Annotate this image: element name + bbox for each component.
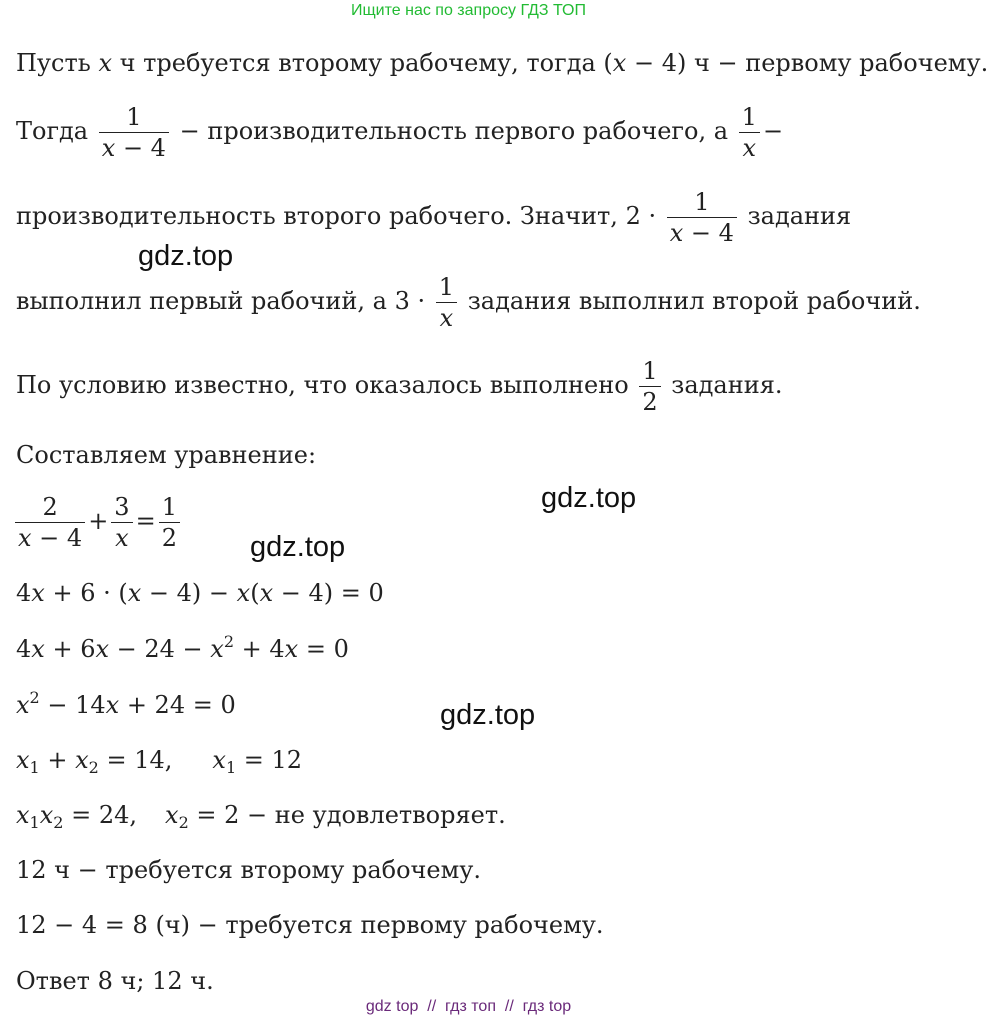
p4-text-b: задания выполнил второй рабочий. (467, 287, 921, 315)
p1-text-b: ч требуется второму рабочему, тогда ( (112, 49, 613, 77)
fraction-denominator: x − 4 (669, 219, 734, 247)
watermark: gdz.top (440, 699, 536, 731)
p3-text-b: задания (747, 202, 852, 230)
fraction-numerator: 1 (99, 102, 169, 133)
fraction-denominator: x − 4 (18, 524, 83, 552)
fraction-numerator: 1 (639, 356, 660, 387)
fraction-1-over-2 (159, 492, 180, 553)
p3-text-a: производительность второго рабочего. Значит, 2 · (16, 202, 657, 230)
plus-sign: + (88, 507, 109, 535)
watermark: gdz.top (541, 482, 637, 514)
equation-fractions (12, 492, 183, 553)
equals-sign: = (135, 507, 156, 535)
equation-line-6-vieta-product: $x_1x_2 = 24$, $x_2 = 2$ − не удовлетворяет. (16, 801, 506, 832)
fraction-numerator: 1 (739, 102, 760, 133)
equation-line-4: $x^2 - 14x + 24 = 0$ (16, 688, 236, 719)
p2-text-c: − (762, 117, 784, 145)
var-x: x (98, 49, 113, 77)
fraction-denominator: 2 (161, 524, 177, 552)
fraction-numerator: 2 (15, 492, 85, 523)
p5-text-a: По условию известно, что оказалось выполнено (16, 371, 629, 399)
fraction-2-over-x-minus-4 (15, 492, 85, 553)
fraction-denominator: x (439, 304, 454, 332)
fraction-denominator: x (115, 524, 129, 552)
fraction-denominator: x (742, 134, 757, 162)
paragraph-3 (16, 187, 851, 248)
fraction-denominator: 2 (642, 388, 658, 416)
result-line-first-worker: 12 − 4 = 8 (ч) − требуется первому рабочему. (16, 911, 604, 939)
footer-links: gdz top // гдз топ // гдз top (365, 998, 572, 1015)
equation-line-3: $4x + 6x - 24 - x^2 + 4x = 0$ (16, 632, 349, 663)
answer-line: Ответ 8 ч; 12 ч. (16, 967, 214, 995)
fraction-3-over-x (111, 492, 132, 553)
p2-text-b: − производительность первого рабочего, а (179, 117, 729, 145)
fraction-1-over-x-minus-4 (99, 102, 169, 163)
paragraph-6: Составляем уравнение: (16, 441, 317, 469)
paragraph-4 (16, 272, 921, 333)
fraction-1-over-2 (639, 356, 660, 417)
fraction-1-over-x-minus-4 (667, 187, 737, 248)
p1-text-c: − 4) ч − первому рабочему. (626, 49, 988, 77)
paragraph-2 (16, 102, 783, 163)
fraction-numerator: 1 (436, 272, 457, 303)
p2-text-a: Тогда (16, 117, 89, 145)
result-line-second-worker: 12 ч − требуется второму рабочему. (16, 856, 482, 884)
watermark: gdz.top (138, 240, 234, 272)
fraction-1-over-x (436, 272, 457, 333)
p5-text-b: задания. (671, 371, 783, 399)
watermark: gdz.top (250, 531, 346, 563)
var-x: x (612, 49, 627, 77)
fraction-1-over-x (739, 102, 760, 163)
fraction-numerator: 3 (111, 492, 132, 523)
paragraph-1 (16, 48, 988, 78)
p4-text-a: выполнил первый рабочий, а 3 · (16, 287, 426, 315)
fraction-denominator: x − 4 (101, 134, 166, 162)
paragraph-5 (16, 356, 783, 417)
top-banner: Ищите нас по запросу ГДЗ ТОП (351, 2, 586, 19)
fraction-numerator: 1 (159, 492, 180, 523)
fraction-numerator: 1 (667, 187, 737, 218)
p1-text-a: Пусть (16, 49, 99, 77)
equation-line-2: 4x + 6 · (x − 4) − x(x − 4) = 0 (16, 579, 384, 607)
equation-line-5-vieta-sum: $x_1 + x_2 = 14$, $x_1 = 12$ (16, 746, 303, 777)
